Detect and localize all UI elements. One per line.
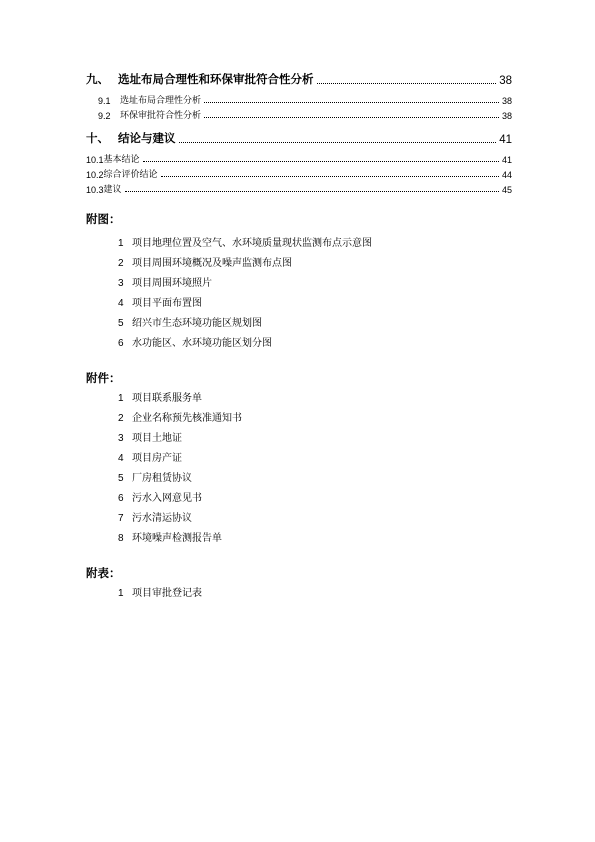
figure-item: 3 项目周围环境照片 xyxy=(118,278,212,289)
figures-heading: 附图： xyxy=(86,212,121,226)
figure-item: 6 水功能区、水环境功能区划分图 xyxy=(118,338,272,349)
attachment-item: 7 污水清运协议 xyxy=(118,513,192,524)
toc-entry-number: 9.2 xyxy=(98,111,111,121)
toc-dot-leader xyxy=(179,142,497,143)
toc-entry-number: 9.1 xyxy=(98,96,111,106)
toc-dot-leader xyxy=(204,102,499,103)
toc-dot-leader xyxy=(317,83,497,84)
toc-entry-number: 九、 xyxy=(86,72,109,86)
toc-entry-9-2[interactable] xyxy=(98,109,512,121)
attachment-item: 5 厂房租赁协议 xyxy=(118,473,192,484)
toc-entry-number: 10.1 xyxy=(86,155,104,165)
attachment-item: 3 项目土地证 xyxy=(118,433,182,444)
toc-entry-page: 44 xyxy=(501,170,512,180)
toc-entry-title: 环保审批符合性分析 xyxy=(120,111,202,121)
toc-entry-number: 十、 xyxy=(86,131,109,145)
toc-entry-page: 41 xyxy=(499,134,512,146)
toc-entry-page: 38 xyxy=(501,111,512,121)
attachment-item: 6 污水入网意见书 xyxy=(118,493,202,504)
toc-entry-9-1[interactable] xyxy=(98,94,512,106)
toc-entry-page: 38 xyxy=(501,96,512,106)
attachment-item: 8 环境噪声检测报告单 xyxy=(118,533,222,544)
toc-entry-title: 结论与建议 xyxy=(118,131,176,145)
toc-entry-title: 基本结论 xyxy=(103,155,140,165)
toc-entry-title: 选址布局合理性分析 xyxy=(120,96,202,106)
figure-item: 5 绍兴市生态环境功能区规划图 xyxy=(118,318,262,329)
toc-entry-title: 综合评价结论 xyxy=(103,170,158,180)
attachment-item: 1 项目联系服务单 xyxy=(118,393,202,404)
toc-entry-10-3[interactable] xyxy=(86,183,512,195)
table-of-contents xyxy=(86,0,512,200)
toc-entry-page: 41 xyxy=(501,155,512,165)
toc-entry-chapter-9[interactable] xyxy=(86,71,512,87)
toc-entry-page: 38 xyxy=(499,75,512,87)
toc-entry-number: 10.3 xyxy=(86,185,104,195)
toc-dot-leader xyxy=(143,161,499,162)
toc-entry-title: 选址布局合理性和环保审批符合性分析 xyxy=(118,72,314,86)
figure-item: 2 项目周围环境概况及噪声监测布点图 xyxy=(118,258,292,269)
toc-entry-number: 10.2 xyxy=(86,170,104,180)
toc-dot-leader xyxy=(161,176,499,177)
figure-item: 4 项目平面布置图 xyxy=(118,298,202,309)
tables-heading: 附表： xyxy=(86,566,121,580)
toc-dot-leader xyxy=(204,117,499,118)
table-item: 1 项目审批登记表 xyxy=(118,588,202,599)
attachment-item: 4 项目房产证 xyxy=(118,453,182,464)
toc-entry-chapter-10[interactable] xyxy=(86,130,512,146)
figure-item: 1 项目地理位置及空气、水环境质量现状监测布点示意图 xyxy=(118,238,372,249)
toc-entry-10-2[interactable] xyxy=(86,168,512,180)
toc-dot-leader xyxy=(125,191,499,192)
toc-entry-10-1[interactable] xyxy=(86,153,512,165)
toc-entry-title: 建议 xyxy=(103,185,122,195)
attachment-item: 2 企业名称预先核准通知书 xyxy=(118,413,242,424)
toc-entry-page: 45 xyxy=(501,185,512,195)
attachments-heading: 附件： xyxy=(86,371,121,385)
